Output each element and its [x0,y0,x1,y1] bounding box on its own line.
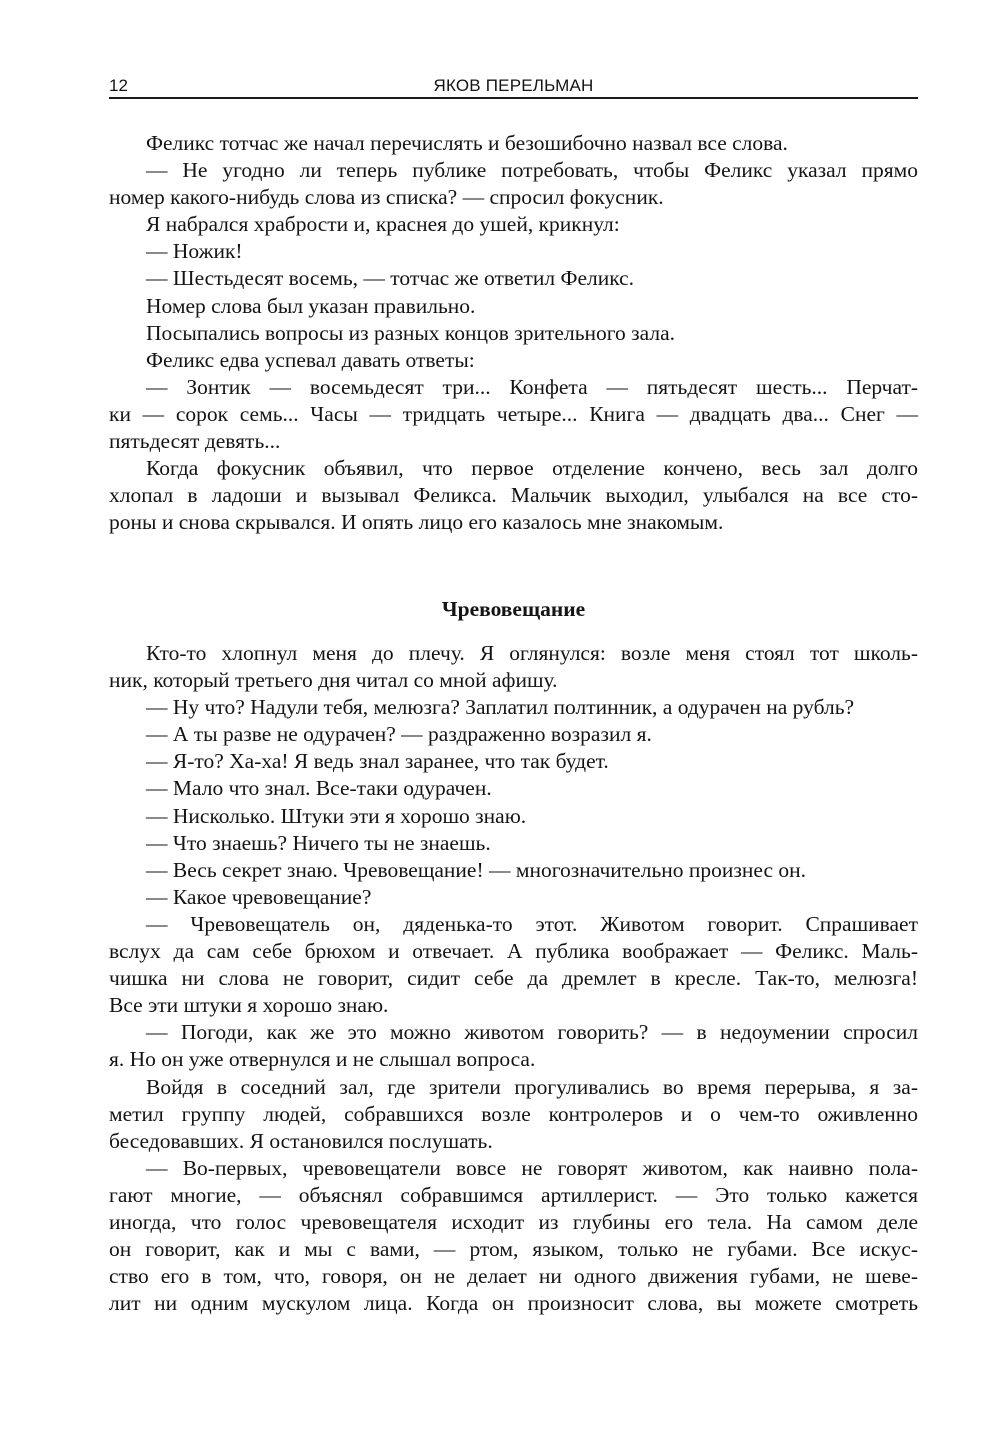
text-line: роны и снова скрывался. И опять лицо его казалось мне знакомым. [109,510,724,535]
paragraph [109,320,918,347]
paragraph [109,721,918,748]
text-line: — Зонтик — восемьдесят три... Конфета — пятьдесят шесть... Перчат- [146,374,918,399]
paragraph [109,857,918,884]
text-line: Войдя в соседний зал, где зрители прогуливались во время перерыва, я за- [146,1074,918,1099]
running-head [109,74,918,98]
paragraph [109,455,918,536]
text-line: ство его в том, что, говоря, он не делает ни одного движения губами, не шеве- [109,1264,918,1289]
text-line: — Шестьдесят восемь, — тотчас же ответил Феликс. [146,266,635,291]
paragraph [109,157,918,211]
text-block-1 [109,130,918,536]
text-line: — Погоди, как же это можно животом говорить? — в недоумении спросил [146,1020,918,1045]
text-line: — Весь секрет знаю. Чревовещание! — многозначительно произнес он. [146,857,807,882]
text-line: чишка ни слова не говорит, сидит себе да дремлет в кресле. Так-то, мелюзга! [109,966,918,991]
text-line: — А ты разве не одурачен? — раздраженно возразил я. [146,722,652,747]
text-line: метил группу людей, собравшихся возле контролеров и о чем-то оживленно [109,1101,918,1126]
text-line: — Ножик! [146,239,243,264]
page-number: 12 [109,76,128,95]
paragraph [109,374,918,455]
text-line: лит ни одним мускулом лица. Когда он произносит слова, вы можете смотреть [109,1291,918,1316]
text-line: — Мало что знал. Все-таки одурачен. [146,776,492,801]
text-line: — Что знаешь? Ничего ты не знаешь. [146,830,491,855]
text-line: ки — сорок семь... Часы — тридцать четыре... Книга — двадцать два... Снег — [109,401,918,426]
text-line: Номер слова был указан правильно. [146,293,476,318]
text-line: беседовавших. Я остановился послушать. [109,1128,493,1153]
paragraph [109,694,918,721]
text-line: Кто-то хлопнул меня до плечу. Я оглянулся: возле меня стоял тот школь- [146,641,918,665]
paragraph [109,1155,918,1318]
paragraph [109,130,918,157]
text-line: Все эти штуки я хорошо знаю. [109,993,389,1018]
paragraph [109,1074,918,1155]
text-block-2 [109,640,918,1317]
text-line: номер какого-нибудь слова из списка? — спросил фокусник. [109,185,664,210]
text-line: ник, который третьего дня читал со мной афишу. [109,668,558,693]
text-line: он говорит, как и мы с вами, — ртом, языком, только не губами. Все искус- [109,1237,918,1262]
text-line: — Чревовещатель он, дяденька-то этот. Животом говорит. Спрашивает [146,911,918,936]
text-line: Когда фокусник объявил, что первое отделение кончено, весь зал долго [146,456,918,481]
text-line: — Не угодно ли теперь публике потребовать, чтобы Феликс указал прямо [146,158,918,183]
paragraph [109,803,918,830]
text-line: я. Но он уже отвернулся и не слышал вопроса. [109,1047,536,1072]
text-line: — Нисколько. Штуки эти я хорошо знаю. [146,803,527,828]
text-line: гают многие, — объяснял собравшимся артиллерист. — Это только кажется [109,1182,918,1207]
paragraph [109,884,918,911]
paragraph [109,211,918,238]
text-line: иногда, что голос чревовещателя исходит из глубины его тела. На самом деле [109,1209,918,1234]
paragraph [109,347,918,374]
paragraph [109,1019,918,1073]
text-line: Феликс едва успевал давать ответы: [146,347,475,372]
paragraph [109,265,918,292]
text-line: хлопал в ладоши и вызывал Феликса. Мальчик выходил, улыбался на все сто- [109,483,918,508]
text-line: пятьдесят девять... [109,429,281,454]
paragraph [109,293,918,320]
text-line: Посыпались вопросы из разных концов зрительного зала. [146,320,676,345]
paragraph [109,640,918,694]
header-rule [109,97,918,99]
text-line: — Я-то? Ха-ха! Я ведь знал заранее, что так будет. [146,749,609,774]
text-line: вслух да сам себе брюхом и отвечает. А публика воображает — Феликс. Маль- [109,939,918,964]
text-line: — Ну что? Надули тебя, мелюзга? Заплатил полтинник, а одурачен на рубль? [146,695,855,720]
paragraph [109,830,918,857]
paragraph [109,748,918,775]
text-line: — Во-первых, чревовещатели вовсе не говорят животом, как наивно пола- [146,1155,918,1180]
running-title: ЯКОВ ПЕРЕЛЬМАН [433,76,594,95]
text-line: — Какое чревовещание? [146,884,372,909]
paragraph [109,775,918,802]
text-line: Я набрался храбрости и, краснея до ушей, крикнул: [146,212,620,237]
section-heading: Чревовещание [441,597,586,621]
paragraph [109,238,918,265]
paragraph [109,911,918,1019]
text-line: Феликс тотчас же начал перечислять и безошибочно назвал все слова. [146,131,788,155]
